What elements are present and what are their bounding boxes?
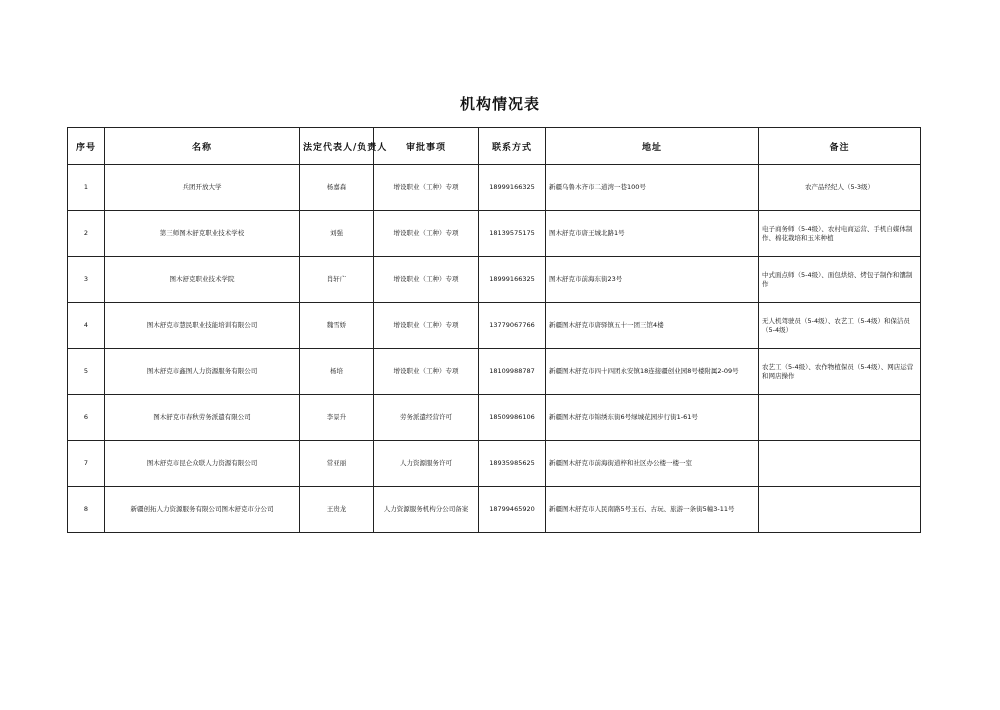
cell-representative: 杨培 <box>300 349 374 395</box>
cell-approval: 人力资源服务许可 <box>374 441 479 487</box>
cell-approval: 人力资源服务机构分公司备案 <box>374 487 479 533</box>
cell-approval: 劳务派遣经营许可 <box>374 395 479 441</box>
cell-note: 电子商务师（5-4级）、农村电商运营、手机自媒体制作、棉花栽培和玉米种植 <box>759 211 921 257</box>
cell-approval: 增设职业（工种）专项 <box>374 303 479 349</box>
header-note: 备注 <box>759 128 921 165</box>
header-name: 名称 <box>105 128 300 165</box>
cell-address: 新疆图木舒克市人民南路5号玉石、古玩、旅游一条街5幢3-11号 <box>546 487 759 533</box>
cell-address: 新疆乌鲁木齐市二道湾一巷100号 <box>546 165 759 211</box>
cell-no: 7 <box>68 441 105 487</box>
cell-phone: 13779067766 <box>479 303 546 349</box>
cell-representative: 常亚丽 <box>300 441 374 487</box>
cell-name: 图木舒克市春秋劳务派遣有限公司 <box>105 395 300 441</box>
cell-representative: 杨嘉森 <box>300 165 374 211</box>
header-address: 地址 <box>546 128 759 165</box>
cell-name: 新疆创拓人力资源服务有限公司图木舒克市分公司 <box>105 487 300 533</box>
cell-name: 图木舒克职业技术学院 <box>105 257 300 303</box>
cell-name: 第三师图木舒克职业技术学校 <box>105 211 300 257</box>
cell-note <box>759 487 921 533</box>
cell-representative: 王贵龙 <box>300 487 374 533</box>
cell-no: 8 <box>68 487 105 533</box>
document-title: 机构情况表 <box>459 95 540 113</box>
cell-note: 中式面点师（5-4级）、面包烘焙、烤包子制作和馕制作 <box>759 257 921 303</box>
cell-address: 新疆图木舒克市锦绣东街6号绿城花园步行街1-61号 <box>546 395 759 441</box>
header-approval: 审批事项 <box>374 128 479 165</box>
table-row <box>68 165 921 211</box>
cell-address: 新疆图木舒克市前海街道梓和社区办公楼一楼一室 <box>546 441 759 487</box>
cell-no: 1 <box>68 165 105 211</box>
institution-table <box>67 127 921 533</box>
cell-approval: 增设职业（工种）专项 <box>374 257 479 303</box>
cell-note <box>759 441 921 487</box>
cell-address: 新疆图木舒克市唐驿镇五十一团三馆4楼 <box>546 303 759 349</box>
table-row <box>68 487 921 533</box>
cell-no: 4 <box>68 303 105 349</box>
cell-note: 农产品经纪人（5-3级） <box>759 165 921 211</box>
cell-approval: 增设职业（工种）专项 <box>374 211 479 257</box>
table-row <box>68 211 921 257</box>
table-row <box>68 441 921 487</box>
cell-address: 图木舒克市唐王城北路1号 <box>546 211 759 257</box>
table-row <box>68 395 921 441</box>
table-row <box>68 257 921 303</box>
cell-note: 农艺工（5-4级）、农作物植保员（5-4级）、网店运营和网店操作 <box>759 349 921 395</box>
cell-no: 2 <box>68 211 105 257</box>
cell-representative: 刘强 <box>300 211 374 257</box>
cell-name: 图木舒克市昆仑众联人力资源有限公司 <box>105 441 300 487</box>
cell-address: 图木舒克市前海东街23号 <box>546 257 759 303</box>
cell-approval: 增设职业（工种）专项 <box>374 165 479 211</box>
table-row <box>68 349 921 395</box>
header-contact: 联系方式 <box>479 128 546 165</box>
cell-note: 无人机驾驶员（5-4级）、农艺工（5-4级）和保洁员（5-4级） <box>759 303 921 349</box>
cell-phone: 18139575175 <box>479 211 546 257</box>
cell-name: 兵团开放大学 <box>105 165 300 211</box>
header-no: 序号 <box>68 128 105 165</box>
cell-name: 图木舒克市鑫图人力资源服务有限公司 <box>105 349 300 395</box>
cell-phone: 18509986106 <box>479 395 546 441</box>
cell-note <box>759 395 921 441</box>
cell-phone: 18999166325 <box>479 257 546 303</box>
cell-representative: 魏雪娇 <box>300 303 374 349</box>
cell-address: 新疆图木舒克市四十四团永安镇18连接疆创业园8号楼附属2-09号 <box>546 349 759 395</box>
cell-representative: 李景升 <box>300 395 374 441</box>
cell-no: 6 <box>68 395 105 441</box>
cell-phone: 18799465920 <box>479 487 546 533</box>
cell-no: 3 <box>68 257 105 303</box>
cell-approval: 增设职业（工种）专项 <box>374 349 479 395</box>
table-header-row <box>68 128 921 165</box>
table-row <box>68 303 921 349</box>
cell-phone: 18109988787 <box>479 349 546 395</box>
header-representative: 法定代表人/负责人 <box>300 128 374 165</box>
cell-phone: 18999166325 <box>479 165 546 211</box>
cell-name: 图木舒克市慧民职业技能培训有限公司 <box>105 303 300 349</box>
cell-phone: 18935985625 <box>479 441 546 487</box>
cell-representative: 肖轩广 <box>300 257 374 303</box>
cell-no: 5 <box>68 349 105 395</box>
